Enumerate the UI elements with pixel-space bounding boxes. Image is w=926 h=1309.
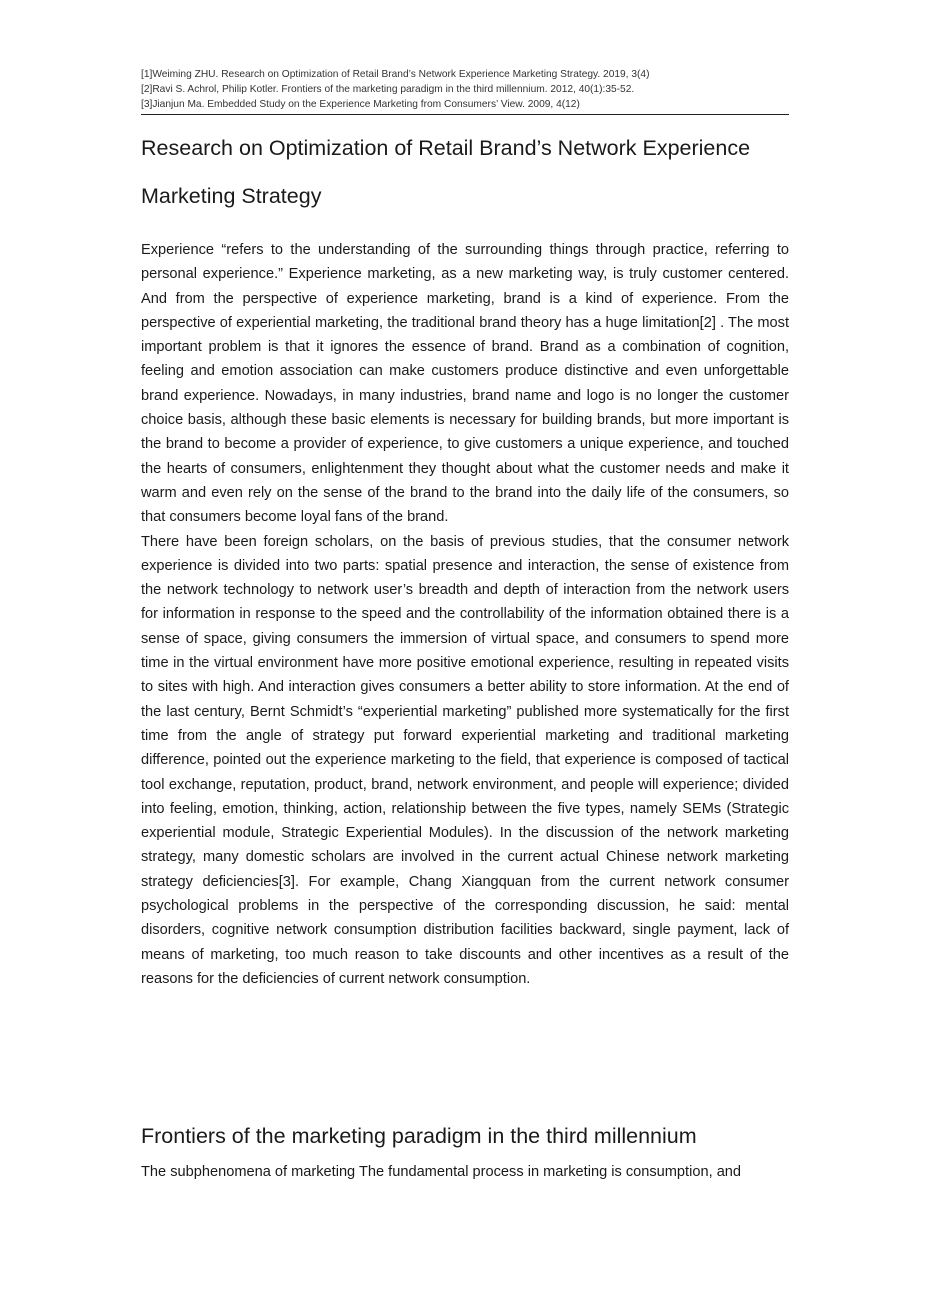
paragraph: Experience “refers to the understanding of the surrounding things through practice, referring to personal experience.” Experience marketing, as a new marketing way, is truly customer centered. And from the perspective of experience marketing, brand is a kind of experience. From the perspective of experiential marketing, the traditional brand theory has a huge limitation[2] . The most important problem is that it ignores the essence of brand. Brand as a combination of cognition, feeling and emotion association can make customers produce distinctive and even unforgettable brand experience. Nowadays, in many industries, brand name and logo is no longer the customer choice basis, although these basic elements is necessary for building brands, but more important is the brand to become a provider of experience, to give customers a unique experience, and touched the hearts of consumers, enlightenment they thought about what the customer needs and make it warm and even rely on the sense of the brand to the brand into the daily life of the consumers, so that consumers become loyal fans of the brand. [141,242,789,526]
reference-item: [3]Jianjun Ma. Embedded Study on the Experience Marketing from Consumers’ View. 2009, 4(12) [141,99,580,110]
reference-item: [2]Ravi S. Achrol, Philip Kotler. Frontiers of the marketing paradigm in the third millennium. 2012, 40(1):35-52. [141,84,635,95]
header-divider [141,114,789,115]
reference-list [141,67,789,112]
body-text [141,238,789,991]
page-title: Research on Optimization of Retail Brand’s Network Experience Marketing Strategy [141,136,751,208]
section-heading: Frontiers of the marketing paradigm in the third millennium [141,1124,697,1148]
section-text: The subphenomena of marketing The fundamental process in marketing is consumption, and [141,1164,742,1180]
paragraph: There have been foreign scholars, on the basis of previous studies, that the consumer network experience is divided into two parts: spatial presence and interaction, the sense of existence from the network technology to network user’s breadth and depth of interaction from the network users for information in response to the speed and the controllability of the information obtained there is a sense of space, giving consumers the immersion of virtual space, and consumers to spend more time in the virtual environment have more positive emotional experience, resulting in repeated visits to sites with high. And interaction gives consumers a better ability to store information. At the end of the last century, Bernt Schmidt’s “experiential marketing” published more systematically for the first time from the angle of strategy put forward experiential marketing and traditional marketing difference, pointed out the experience marketing to the field, that experience is composed of tactical tool exchange, reputation, product, brand, network environment, and people will experience; divided into feeling, emotion, thinking, action, relationship between the five types, namely SEMs (Strategic experiential module, Strategic Experiential Modules). In the discussion of the network marketing strategy, many domestic scholars are involved in the current actual Chinese network marketing strategy deficiencies[3]. For example, Chang Xiangquan from the current network consumer psychological problems in the perspective of the corresponding discussion, he said: mental disorders, cognitive network consumption distribution facilities backward, single payment, lack of means of marketing, too much reason to take discounts and other incentives as a result of the reasons for the deficiencies of current network consumption. [141,533,789,987]
reference-item: [1]Weiming ZHU. Research on Optimization of Retail Brand’s Network Experience Marketing Strategy. 2019, 3(4) [141,69,650,80]
